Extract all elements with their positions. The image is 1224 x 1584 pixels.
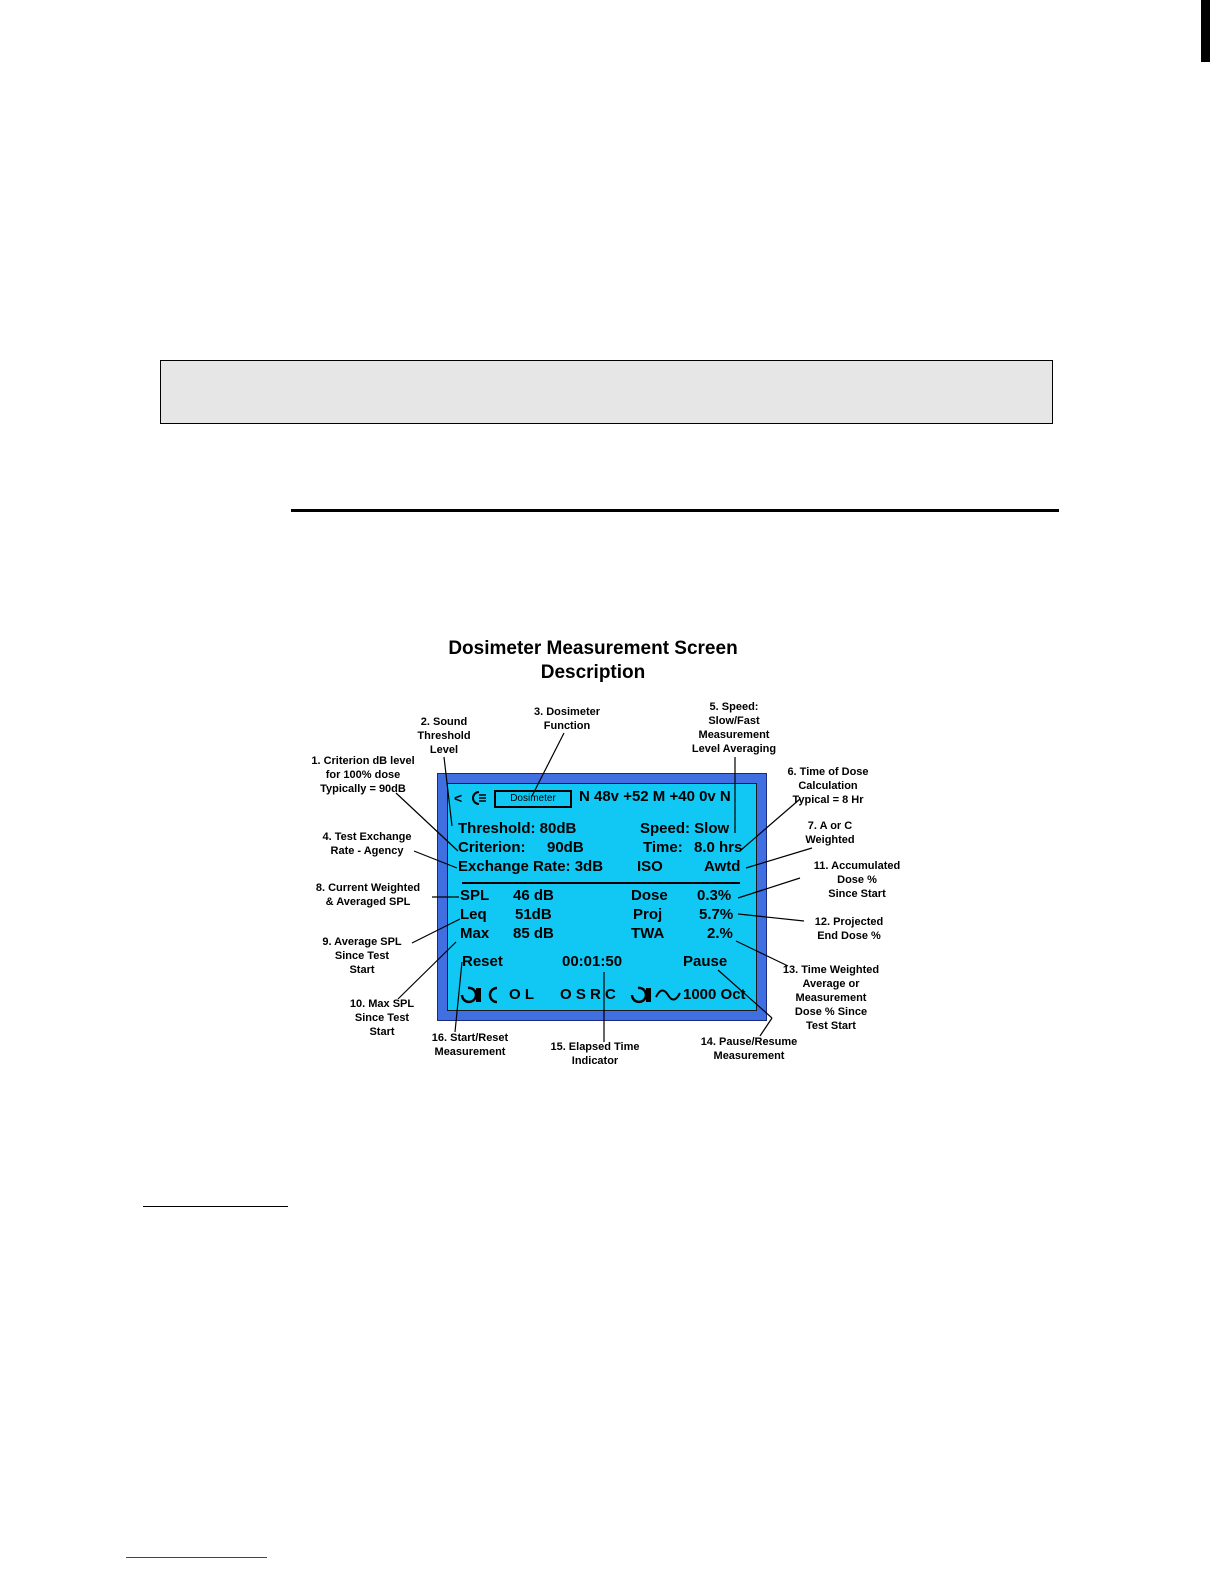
footnote-rule xyxy=(143,1206,288,1207)
criterion-label: Criterion: xyxy=(458,839,526,856)
leader-exchange-rate xyxy=(414,851,457,868)
callout-speed: 5. Speed: Slow/Fast Measurement Level Averaging xyxy=(691,701,777,755)
mode-letters-mid: O S R C xyxy=(560,986,616,1003)
dose-label: Dose xyxy=(631,887,668,904)
leq-value: 51dB xyxy=(515,906,552,923)
dose-value: 0.3% xyxy=(697,887,732,904)
speed-readout: Speed: Slow xyxy=(640,820,730,837)
weighting-readout: Awtd xyxy=(704,858,741,875)
diagram-title-line2: Description xyxy=(540,662,646,683)
callout-elapsed: 15. Elapsed Time Indicator xyxy=(550,1041,640,1067)
callout-proj: 12. Projected End Dose % xyxy=(814,916,884,942)
spl-label: SPL xyxy=(460,887,490,904)
callout-leq: 9. Average SPL Since Test Start xyxy=(322,936,402,976)
leader-leq xyxy=(412,919,460,943)
spl-value: 46 dB xyxy=(513,887,554,904)
callout-reset: 16. Start/Reset Measurement xyxy=(431,1032,509,1058)
leader-proj xyxy=(738,914,804,921)
callout-criterion: 1. Criterion dB level for 100% dose Typically = 90dB xyxy=(311,755,415,795)
callout-max: 10. Max SPL Since Test Start xyxy=(349,998,415,1038)
back-arrow-icon: < xyxy=(454,790,463,806)
leader-function xyxy=(532,733,564,796)
callout-weighting: 7. A or C Weighted xyxy=(805,820,855,846)
diagram-title-line1: Dosimeter Measurement Screen xyxy=(448,638,738,659)
time-label: Time: xyxy=(643,839,683,856)
callout-twa: 13. Time Weighted Average or Measurement Dose % Since Test Start xyxy=(782,964,880,1032)
leader-max xyxy=(398,942,456,999)
leader-weighting xyxy=(746,848,812,868)
threshold-readout: Threshold: 80dB xyxy=(458,820,577,837)
exchange-rate-readout: Exchange Rate: 3dB xyxy=(458,858,604,875)
twa-value: 2.% xyxy=(707,925,733,942)
bottom-link-rule xyxy=(126,1557,267,1558)
max-value: 85 dB xyxy=(513,925,554,942)
reset-softkey[interactable]: Reset xyxy=(462,953,503,970)
callout-dose: 11. Accumulated Dose % Since Start xyxy=(813,860,901,900)
callout-exchange-rate: 4. Test Exchange Rate - Agency xyxy=(322,831,412,857)
leader-dose xyxy=(738,878,800,898)
twa-label: TWA xyxy=(631,925,665,942)
elapsed-time: 00:01:50 xyxy=(562,953,623,970)
leader-time xyxy=(741,799,800,850)
leader-reset xyxy=(455,962,462,1032)
agency-readout: ISO xyxy=(637,858,663,875)
callout-spl: 8. Current Weighted & Averaged SPL xyxy=(315,882,421,908)
octave-band-readout: 1000 Oct xyxy=(683,986,746,1003)
callout-pause: 14. Pause/Resume Measurement xyxy=(700,1036,798,1062)
dosimeter-function-box: Dosimeter xyxy=(494,790,572,808)
leq-label: Leq xyxy=(460,906,487,923)
callout-threshold: 2. Sound Threshold Level xyxy=(417,716,471,756)
leader-threshold xyxy=(444,757,452,826)
callout-time: 6. Time of Dose Calculation Typical = 8 Hr xyxy=(787,766,869,806)
leader-pause-b xyxy=(718,970,772,1018)
leader-pause-a xyxy=(760,1018,772,1036)
proj-value: 5.7% xyxy=(699,906,734,923)
status-readout: N 48v +52 M +40 0v N xyxy=(579,788,731,805)
leader-twa xyxy=(736,941,788,966)
pause-softkey[interactable]: Pause xyxy=(683,953,728,970)
proj-label: Proj xyxy=(633,906,663,923)
criterion-value: 90dB xyxy=(547,839,584,856)
max-label: Max xyxy=(460,925,490,942)
callout-function: 3. Dosimeter Function xyxy=(533,706,601,732)
mode-letters-left: O L xyxy=(509,986,534,1003)
time-value: 8.0 hrs xyxy=(694,839,743,856)
